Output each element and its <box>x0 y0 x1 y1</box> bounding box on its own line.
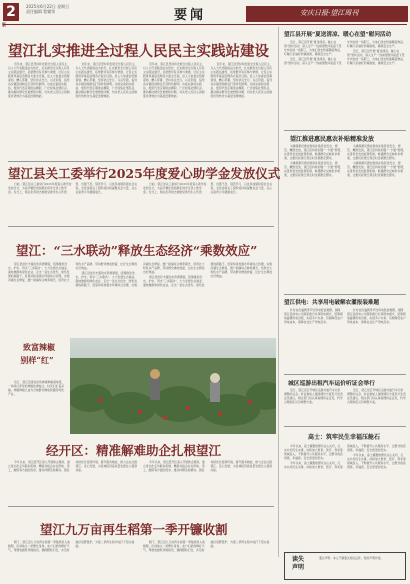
divider-1 <box>8 161 274 162</box>
article-3-title: 望江：“三水联动”释放生态经济“乘数效应” <box>16 243 258 258</box>
sidebar-divider-3 <box>284 374 406 375</box>
article-1-title: 望江扎实推进全过程人民民主实践站建设 <box>8 43 269 60</box>
sidebar-2-title: 望江推进惠民惠农补贴精准发放 <box>290 136 375 143</box>
article-3-body: 望江县依托丰富的水资源禀赋，统筹推进治水、护水、用水“三水联动”，大力发展生态渔业、湿地旅游和绿色农业，走出一条生态优先、绿色发展的新路子。县里持续加强水环境综合治理，实施河湖生态修复，推广稻渔综合种养模式，培育壮大特色水产品牌，带动群众增收致富，让好生态释放出好效益。 望江县依托丰富的水资源禀赋，统筹推进治水、护水、用水“三水联动”，大力发展生态渔业、湿地旅游和绿色农业，走出一条生态优先、绿色发展的新路子。县里持续加强水环境综合治理，实施河湖生态修复，推广稻渔综合种养模式，培育壮大特色水产品牌，带动群众增收致富，让好生态释放出好效益。 望江县依托丰富的水资源禀赋，统筹推进治水、护水、用水“三水联动”，大力发展生态渔业、湿地旅游和绿色农业，走出一条生态优先、绿色发展的新路子。县里持续加强水环境综合治理，实施河湖生态修复，推广稻渔综合种养模式，培育壮大特色水产品牌，带动群众增收致富，让好生态释放出好效益。 <box>8 262 273 287</box>
sidebar-3-body: 针对农田灌溉季节性用电报装难题，国网望江县供电公司探索推行共享用电模式，统筹规划灌溉用电设施，实现多户共享，有效降低农户用电成本，保障农业生产用电需求。 针对农田灌溉季节性用电报装难题，国网望江县供电公司探索推行共享用电模式，统筹规划灌溉用电设施，实现多户共享，有效降低农户用电成本，保障农业生产用电需求。 <box>284 308 406 324</box>
divider-2 <box>8 226 274 227</box>
caption-title-1: 致富辣椒 <box>23 342 55 352</box>
section-title: 要闻 <box>174 8 207 23</box>
sidebar-divider-1 <box>284 130 406 131</box>
sidebar-4-body: 近日，望江县召开城区巡游出租汽车运价调整听证会，听证参加人围绕调价方案充分发表意见建议，相关部门将认真梳理听证意见，科学合理制定运价调整方案。 近日，望江县召开城区巡游出租汽车运价调整听证会，听证参加人围绕调价方案充分发表意见建议，相关部门将认真梳理听证意见，科学合理制定运价调整方案。 <box>284 388 406 404</box>
divider-3 <box>8 506 274 507</box>
notice-label-1: 读失 <box>291 556 304 563</box>
article-4-title: 经开区：精准解难助企扎根望江 <box>46 443 222 458</box>
header-rule <box>3 24 407 25</box>
notice-label <box>287 556 309 572</box>
date-line: 2025年6月22日 星期日 <box>26 4 70 9</box>
photo-caption <box>8 342 66 410</box>
masthead: 安庆日报·望江周刊 <box>300 9 359 17</box>
sidebar-divider-4 <box>284 426 406 427</box>
page-banner <box>2 22 6 28</box>
sidebar-2-body: 为确保惠民惠农财政补贴资金安全、规范、精准发放，望江县持续加强“一卡通”管理，完善资金发放监管机制，畅通群众反映诉求渠道，让惠民政策红利及时足额惠及群众。 为确保惠民惠农财政补贴资金安全、规范、精准发放，望江县持续加强“一卡通”管理，完善资金发放监管机制，畅通群众反映诉求渠道，让惠民政策红利及时足额惠及群众。 为确保惠民惠农财政补贴资金安全、规范、精准发放，望江县持续加强“一卡通”管理，完善资金发放监管机制，畅通群众反映诉求渠道，让惠民政策红利及时足额惠及群众。 为确保惠民惠农财政补贴资金安全、规范、精准发放，望江县持续加强“一卡通”管理，完善资金发放监管机制，畅通群众反映诉求渠道，让惠民政策红利及时足额惠及群众。 <box>284 144 406 177</box>
article-2-title: 望江县关工委举行2025年度爱心助学金发放仪式 <box>8 166 281 181</box>
sidebar-5-body: 今年以来，高士镇聚焦群众关心关切，扎实办好民生实事，持续加大教育、医疗、养老等领域投入，不断提升公共服务水平，让群众的获得感、幸福感、安全感更加充实。 今年以来，高士镇聚焦群众关心关切，扎实办好民生实事，持续加大教育、医疗、养老等领域投入，不断提升公共服务水平，让群众的获得感、幸福感、安全感更加充实。 今年以来，高士镇聚焦群众关心关切，扎实办好民生实事，持续加大教育、医疗、养老等领域投入，不断提升公共服务水平，让群众的获得感、幸福感、安全感更加充实。 <box>284 444 406 469</box>
photo-illustration <box>70 338 276 434</box>
caption-body: 近日，望江县雷池乡的辣椒种植基地里，一串串红彤彤的辣椒挂满枝头，村民们忙着采摘，辣椒种植已成为当地群众增收致富的特色产业。 <box>8 380 65 396</box>
sidebar-divider-2 <box>284 294 406 295</box>
notice-body: 遗失声明：本人不慎遗失相关证件，特此声明作废。 <box>319 556 384 560</box>
article-4-body: 今年以来，望江经开区深入开展助企服务，建立常态化走访联系机制，精准对接企业在用地、用工、融资等方面的需求，推动问题及时解决。园区持续优化营商环境，提升服务效能，助力企业扎根望江、安心发展，为县域经济高质量发展注入强劲动能。 今年以来，望江经开区深入开展助企服务，建立常态化走访联系机制，精准对接企业在用地、用工、融资等方面的需求，推动问题及时解决。园区持续优化营商环境，提升服务效能，助力企业扎根望江、安心发展，为县域经济高质量发展注入强劲动能。 <box>8 460 273 472</box>
sidebar-1-title: 望江县开展“夏送清凉、暖心在望”慰问活动 <box>284 32 392 38</box>
lost-notice-box <box>284 552 406 580</box>
pepper-harvest-photo <box>70 338 276 434</box>
sidebar-5-title: 高士：筑牢民生幸福压舱石 <box>308 434 381 441</box>
page-number-badge: 2 <box>3 3 19 21</box>
notice-label-2: 声明 <box>291 564 304 571</box>
sidebar-4-title: 城区巡游出租汽车运价听证会举行 <box>288 381 375 387</box>
column-divider <box>278 27 279 557</box>
caption-title-2: 别样“红” <box>20 355 54 365</box>
article-5-title: 望江九万亩再生稻第一季开镰收割 <box>40 522 228 537</box>
article-2-body: 日前，望江县关工委举行2025年度爱心助学金发放仪式，为品学兼优的困难家庭学生送上助学金。仪式上，相关负责同志勉励受助学生心怀感恩、自强不息、刻苦学习，以优异成绩回报社会关爱。全县各级关工组织将持续凝聚社会力量，关心关爱青少年健康成长。 日前，望江县关工委举行2025年度爱心助学金发放仪式，为品学兼优的困难家庭学生送上助学金。仪式上，相关负责同志勉励受助学生心怀感恩、自强不息、刻苦学习，以优异成绩回报社会关爱。全县各级关工组织将持续凝聚社会力量，关心关爱青少年健康成长。 <box>8 182 273 194</box>
sidebar-1-body: 近日，望江县开展“夏送清凉、暖心在望”慰问活动，深入生产一线看望慰问高温下坚守岗位的一线职工，为他们送去防暑降温物品，叮嘱大家做好防暑措施，确保安全生产。 近日，望江县开展“夏送清凉、暖心在望”慰问活动，深入生产一线看望慰问高温下坚守岗位的一线职工，为他们送去防暑降温物品，叮嘱大家做好防暑措施，确保安全生产。 近日，望江县开展“夏送清凉、暖心在望”慰问活动，深入生产一线看望慰问高温下坚守岗位的一线职工，为他们送去防暑降温物品，叮嘱大家做好防暑措施，确保安全生产。 <box>284 40 406 65</box>
editor-line: 责任编辑 程繁荣 <box>26 9 56 14</box>
sidebar-3-title: 望江供电：共享用电破解农灌报装难题 <box>284 300 380 306</box>
header-meta <box>26 4 69 14</box>
article-5-body: 眼下，望江县九万亩再生稻第一季陆续进入收割期，田间地头一派繁忙景象。农户们抢抓晴好天气，驾驶收割机穿梭稻田，确保颗粒归仓，并及时做好追肥管护，为第二季再生稻丰收打下坚实基础。 眼下，望江县九万亩再生稻第一季陆续进入收割期，田间地头一派繁忙景象。农户们抢抓晴好天气，驾驶收割机穿梭稻田，确保颗粒归仓，并及时做好追肥管护，为第二季再生稻丰收打下坚实基础。 <box>8 540 270 552</box>
article-1-body: 近年来，望江县坚持和发展全过程人民民主，以人大代表联络站为依托，扎实推进全过程人民民主实践站建设，拓宽群众有序参与渠道，让民主实践贯穿基层治理各方面全过程。县人大常委会统筹谋划、精心部署，坚持试点先行、以点带面，指导各乡镇因地制宜打造特色鲜明、功能完备的实践站，组织代表定期进站履职，广泛收集社情民意，推动解决群众急难愁盼问题，切实把人民民主的制度优势转化为基层治理效能。 近年来，望江县坚持和发展全过程人民民主，以人大代表联络站为依托，扎实推进全过程人民民主实践站建设，拓宽群众有序参与渠道，让民主实践贯穿基层治理各方面全过程。县人大常委会统筹谋划、精心部署，坚持试点先行、以点带面，指导各乡镇因地制宜打造特色鲜明、功能完备的实践站，组织代表定期进站履职，广泛收集社情民意，推动解决群众急难愁盼问题，切实把人民民主的制度优势转化为基层治理效能。 近年来，望江县坚持和发展全过程人民民主，以人大代表联络站为依托，扎实推进全过程人民民主实践站建设，拓宽群众有序参与渠道，让民主实践贯穿基层治理各方面全过程。县人大常委会统筹谋划、精心部署，坚持试点先行、以点带面，指导各乡镇因地制宜打造特色鲜明、功能完备的实践站，组织代表定期进站履职，广泛收集社情民意，推动解决群众急难愁盼问题，切实把人民民主的制度优势转化为基层治理效能。 近年来，望江县坚持和发展全过程人民民主，以人大代表联络站为依托，扎实推进全过程人民民主实践站建设，拓宽群众有序参与渠道，让民主实践贯穿基层治理各方面全过程。县人大常委会统筹谋划、精心部署，坚持试点先行、以点带面，指导各乡镇因地制宜打造特色鲜明、功能完备的实践站，组织代表定期进站履职，广泛收集社情民意，推动解决群众急难愁盼问题，切实把人民民主的制度优势转化为基层治理效能。 <box>8 62 273 98</box>
